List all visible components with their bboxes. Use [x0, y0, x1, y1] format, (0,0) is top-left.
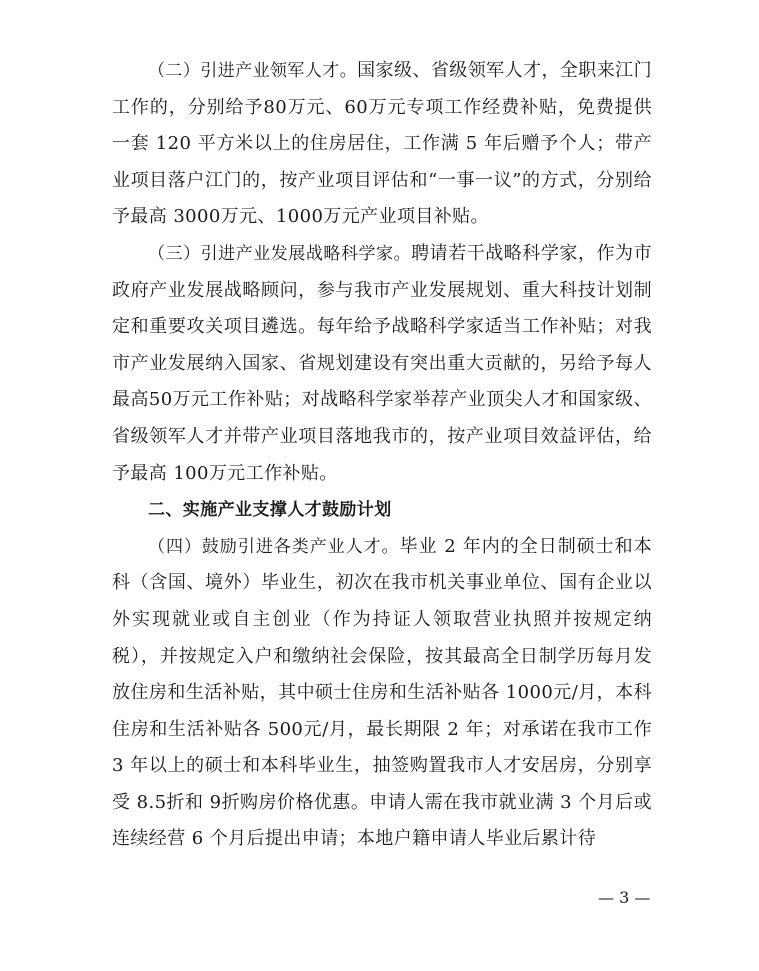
document-body	[112, 53, 652, 858]
paragraph-2-text: 国家级、省级领军人才，全职来江门工作的，分别给予80万元、60万元专项工作经费补贴，免费提供一套 120 平方米以上的住房居住，工作满 5 年后赠予个人；带产业项目落户江门的，按产业项目评估和“一事一议”的方式，分别给予最高 3000万元、1000万元产业项目补贴。	[112, 60, 652, 228]
page-number: — 3 —	[598, 888, 651, 907]
paragraph-3-lead: （三）引进产业发展战略科学家。	[148, 243, 412, 264]
paragraph-2	[112, 53, 652, 236]
paragraph-4-text: 毕业 2 年内的全日制硕士和本科（含国、境外）毕业生，初次在我市机关事业单位、国有企业以外实现就业或自主创业（作为持证人领取营业执照并按规定纳税），并按规定入户和缴纳社会保险，按其最高全日制学历每月发放住房和生活补贴，其中硕士住房和生活补贴各 1000元/月，本科住房和生活补贴各 500元/月，最长期限 2 年；对承诺在我市工作 3 年以上的硕士和本科毕业生，抽签购置我市人才安居房，分别享受 8.5折和 9折购房价格优惠。申请人需在我市就业满 3 个月后或连续经营 6 个月后提出申请；本地户籍申请人毕业后累计待	[112, 535, 652, 850]
paragraph-3	[112, 236, 652, 492]
paragraph-4	[112, 529, 652, 858]
paragraph-3-text: 聘请若干战略科学家，作为市政府产业发展战略顾问，参与我市产业发展规划、重大科技计划制定和重要攻关项目遴选。每年给予战略科学家适当工作补贴；对我市产业发展纳入国家、省规划建设有突出重大贡献的，另给予每人最高50万元工作补贴；对战略科学家举荐产业顶尖人才和国家级、省级领军人才并带产业项目落地我市的，按产业项目效益评估，给予最高 100万元工作补贴。	[112, 242, 652, 484]
paragraph-4-lead: （四）鼓励引进各类产业人才。	[148, 536, 400, 557]
paragraph-2-lead: （二）引进产业领军人才。	[148, 61, 358, 81]
section-heading: 二、实施产业支撑人才鼓励计划	[148, 500, 392, 521]
